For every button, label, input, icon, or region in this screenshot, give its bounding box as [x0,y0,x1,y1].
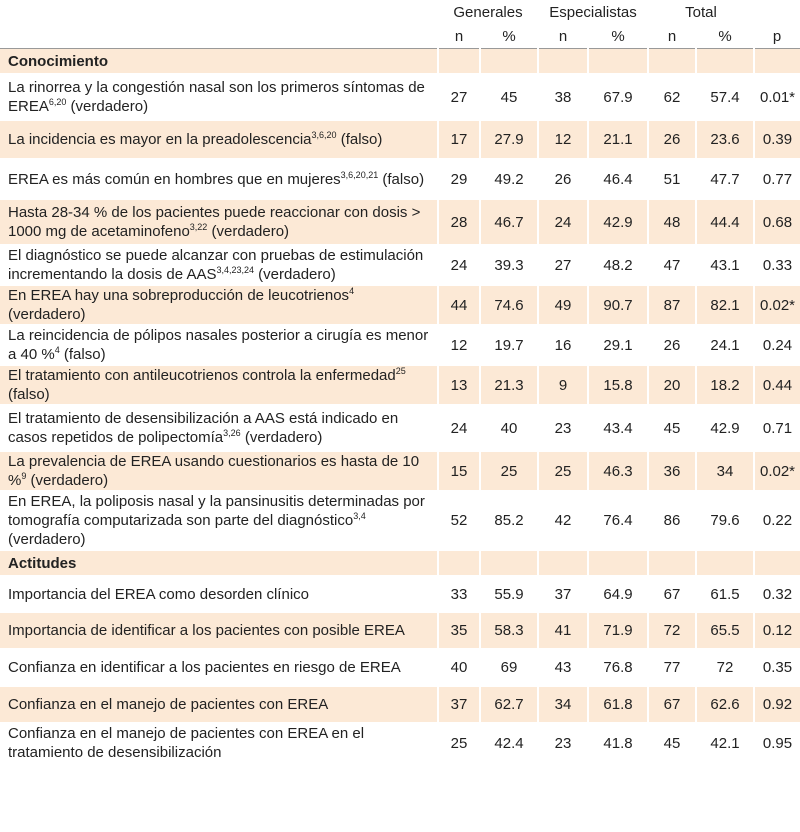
cell-p: 0.68 [754,199,800,245]
row-answer: (falso) [59,346,106,363]
cell-p: 0.02* [754,451,800,491]
cell-gp: 85.2 [480,491,538,550]
row-text: Hasta 28-34 % de los pacientes puede reaccionar con dosis > 1000 mg de acetaminofeno [8,204,421,240]
cell-gn: 12 [438,325,480,365]
row-text: El tratamiento de desensibilización a AAS está indicado en casos repetidos de polipectomía [8,410,399,446]
cell-tn: 51 [648,159,696,199]
cell-ep: 46.4 [588,159,648,199]
header-pct: % [480,24,538,49]
cell-ep: 90.7 [588,285,648,325]
cell-p: 0.92 [754,686,800,723]
row-reference: 3,6,20 [311,130,337,140]
cell-gn: 13 [438,365,480,405]
row-description [0,612,438,649]
table-row [0,365,800,405]
section-title: Conocimiento [0,49,438,75]
cell-gp: 74.6 [480,285,538,325]
row-description [0,245,438,285]
row-text: Confianza en el manejo de pacientes con EREA en el tratamiento de desensibilización [8,725,365,761]
cell-gp: 39.3 [480,245,538,285]
cell-gp: 25 [480,451,538,491]
table-row [0,491,800,550]
table-row [0,649,800,686]
cell-gn: 37 [438,686,480,723]
cell-tn: 72 [648,612,696,649]
row-answer: (verdadero) [8,306,86,323]
cell-en: 9 [538,365,588,405]
cell-tn: 45 [648,405,696,451]
conocimiento-rows [0,74,800,550]
table-row [0,686,800,723]
actitudes-rows [0,576,800,763]
cell-tn: 26 [648,120,696,159]
cell-ep: 43.4 [588,405,648,451]
row-reference: 3,22 [189,222,208,232]
header-n: n [438,24,480,49]
row-description [0,405,438,451]
row-description [0,686,438,723]
row-reference: 3,4 [353,511,366,521]
cell-en: 24 [538,199,588,245]
row-reference: 3,4,23,24 [216,265,255,275]
row-answer: (verdadero) [26,472,109,489]
cell-gp: 69 [480,649,538,686]
table-row [0,576,800,612]
cell-gn: 24 [438,245,480,285]
cell-tp: 82.1 [696,285,754,325]
cell-gn: 35 [438,612,480,649]
cell-ep: 15.8 [588,365,648,405]
table-row [0,451,800,491]
cell-p: 0.95 [754,723,800,763]
cell-tn: 67 [648,686,696,723]
cell-gn: 25 [438,723,480,763]
cell-tp: 34 [696,451,754,491]
header-n: n [648,24,696,49]
cell-gn: 15 [438,451,480,491]
cell-tp: 47.7 [696,159,754,199]
row-description [0,199,438,245]
cell-tn: 67 [648,576,696,612]
cell-gn: 28 [438,199,480,245]
row-description [0,649,438,686]
cell-gp: 42.4 [480,723,538,763]
cell-tp: 23.6 [696,120,754,159]
section-conocimiento [0,49,800,75]
table-row [0,723,800,763]
row-description [0,159,438,199]
cell-p: 0.01* [754,74,800,120]
row-text: El diagnóstico se puede alcanzar con pruebas de estimulación incrementando la dosis de AAS [8,247,424,283]
cell-ep: 46.3 [588,451,648,491]
cell-tp: 42.9 [696,405,754,451]
cell-tn: 77 [648,649,696,686]
row-answer: (falso) [378,170,425,188]
cell-en: 42 [538,491,588,550]
cell-en: 41 [538,612,588,649]
cell-ep: 61.8 [588,686,648,723]
row-text: EREA es más común en hombres que en mujeres [8,170,341,188]
row-description [0,325,438,365]
cell-tn: 86 [648,491,696,550]
row-text: Confianza en el manejo de pacientes con EREA [8,696,329,713]
row-answer: (falso) [336,131,383,148]
cell-tp: 57.4 [696,74,754,120]
row-text: En EREA hay una sobreproducción de leucotrienos [8,287,350,304]
row-answer: (verdadero) [207,223,290,240]
cell-p: 0.12 [754,612,800,649]
cell-tp: 44.4 [696,199,754,245]
cell-en: 37 [538,576,588,612]
cell-en: 38 [538,74,588,120]
cell-p: 0.33 [754,245,800,285]
cell-gn: 44 [438,285,480,325]
cell-gn: 40 [438,649,480,686]
cell-en: 43 [538,649,588,686]
section-actitudes [0,550,800,576]
cell-p: 0.22 [754,491,800,550]
cell-gp: 45 [480,74,538,120]
row-answer: (falso) [8,386,50,403]
cell-tp: 65.5 [696,612,754,649]
table-row [0,405,800,451]
header-especialistas: Especialistas [538,0,648,24]
cell-ep: 21.1 [588,120,648,159]
cell-ep: 71.9 [588,612,648,649]
row-reference: 25 [395,366,406,376]
header-row-columns [0,24,800,49]
cell-en: 34 [538,686,588,723]
cell-tp: 24.1 [696,325,754,365]
row-reference: 3,6,20,21 [340,169,379,180]
cell-gp: 58.3 [480,612,538,649]
row-text: El tratamiento con antileucotrienos controla la enfermedad [8,367,396,384]
cell-p: 0.32 [754,576,800,612]
row-answer: (verdadero) [240,429,323,446]
row-text: La incidencia es mayor en la preadolescencia [8,131,312,148]
cell-gn: 17 [438,120,480,159]
row-text: La rinorrea y la congestión nasal son los primeros síntomas de EREA [8,79,425,115]
row-description [0,74,438,120]
cell-ep: 48.2 [588,245,648,285]
cell-en: 26 [538,159,588,199]
section-title: Actitudes [0,550,438,576]
cell-ep: 42.9 [588,199,648,245]
row-text: La reincidencia de pólipos nasales posterior a cirugía es menor a 40 % [8,327,429,363]
row-description [0,723,438,763]
header-total: Total [648,0,754,24]
row-text: Confianza en identificar a los pacientes en riesgo de EREA [8,659,401,676]
cell-ep: 76.8 [588,649,648,686]
cell-p: 0.02* [754,285,800,325]
cell-gp: 49.2 [480,159,538,199]
cell-ep: 64.9 [588,576,648,612]
row-text: Importancia del EREA como desorden clínico [8,585,309,603]
table-row [0,120,800,159]
row-answer: (verdadero) [66,98,149,115]
cell-tp: 42.1 [696,723,754,763]
cell-ep: 29.1 [588,325,648,365]
cell-en: 27 [538,245,588,285]
cell-tn: 20 [648,365,696,405]
header-pct: % [588,24,648,49]
table-row [0,199,800,245]
cell-tn: 48 [648,199,696,245]
cell-tn: 47 [648,245,696,285]
row-reference: 9 [21,471,27,481]
cell-en: 23 [538,405,588,451]
cell-p: 0.71 [754,405,800,451]
cell-gn: 33 [438,576,480,612]
header-n: n [538,24,588,49]
cell-ep: 67.9 [588,74,648,120]
table-row [0,285,800,325]
cell-tp: 72 [696,649,754,686]
cell-p: 0.44 [754,365,800,405]
cell-tp: 43.1 [696,245,754,285]
row-description [0,576,438,612]
cell-tn: 45 [648,723,696,763]
row-text: La prevalencia de EREA usando cuestionarios es hasta de 10 % [8,453,420,489]
row-text: En EREA, la poliposis nasal y la pansinusitis determinadas por tomografía computarizada son parte del diagnóstico [8,493,425,529]
row-reference: 6,20 [48,97,67,107]
cell-tp: 18.2 [696,365,754,405]
table-row [0,159,800,199]
table-row [0,74,800,120]
cell-en: 23 [538,723,588,763]
cell-gn: 24 [438,405,480,451]
header-generales: Generales [438,0,538,24]
row-description [0,451,438,491]
row-reference: 4 [54,345,60,355]
table-row [0,245,800,285]
cell-en: 12 [538,120,588,159]
table-row [0,325,800,365]
cell-gp: 27.9 [480,120,538,159]
row-answer: (verdadero) [8,531,86,548]
row-description [0,491,438,550]
cell-tn: 62 [648,74,696,120]
cell-tp: 79.6 [696,491,754,550]
row-description [0,120,438,159]
cell-gn: 52 [438,491,480,550]
cell-gp: 19.7 [480,325,538,365]
table-row [0,612,800,649]
cell-ep: 41.8 [588,723,648,763]
cell-en: 49 [538,285,588,325]
cell-p: 0.77 [754,159,800,199]
row-text: Importancia de identificar a los pacientes con posible EREA [8,622,405,639]
row-description [0,365,438,405]
cell-p: 0.39 [754,120,800,159]
cell-p: 0.24 [754,325,800,365]
cell-gp: 55.9 [480,576,538,612]
cell-tp: 62.6 [696,686,754,723]
cell-tn: 26 [648,325,696,365]
cell-gp: 62.7 [480,686,538,723]
cell-en: 25 [538,451,588,491]
row-reference: 3,26 [223,428,241,438]
cell-tp: 61.5 [696,576,754,612]
header-row-groups [0,0,800,24]
cell-tn: 87 [648,285,696,325]
cell-tn: 36 [648,451,696,491]
row-description [0,285,438,325]
row-answer: (verdadero) [254,266,336,283]
cell-gn: 29 [438,159,480,199]
cell-gn: 27 [438,74,480,120]
header-pct: % [696,24,754,49]
cell-ep: 76.4 [588,491,648,550]
header-p: p [754,24,800,49]
cell-gp: 21.3 [480,365,538,405]
row-reference: 4 [349,286,355,296]
cell-p: 0.35 [754,649,800,686]
cell-gp: 40 [480,405,538,451]
cell-en: 16 [538,325,588,365]
cell-gp: 46.7 [480,199,538,245]
